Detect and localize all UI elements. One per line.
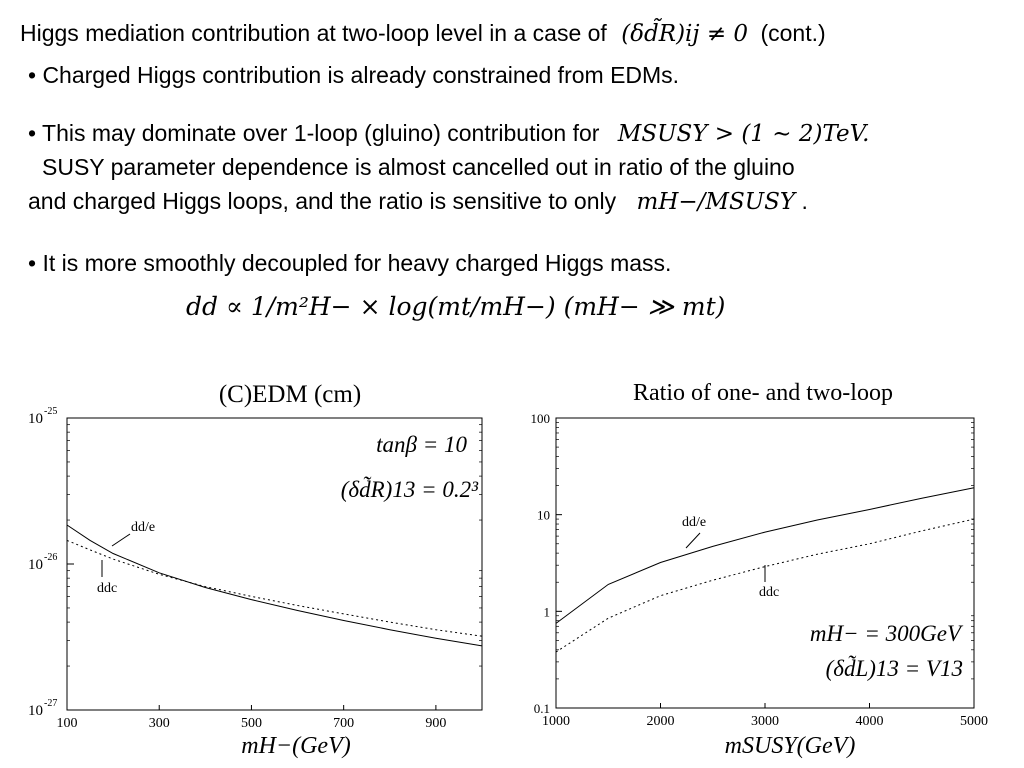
bullet-dominate-line2: SUSY parameter dependence is almost cancelled out in ratio of the gluino (42, 154, 795, 180)
y-tick-label: 10 (537, 507, 550, 523)
edm-label-dd-e: dd/e (131, 520, 156, 535)
x-tick-label: 900 (425, 716, 447, 731)
edm-annotation-tanbeta: tanβ = 10 (376, 432, 467, 457)
ratio-xlabel: mSUSY(GeV) (724, 733, 856, 759)
ratio-label-dd-e: dd/e (682, 515, 707, 530)
bullet-constrained: • Charged Higgs contribution is already constrained from EDMs. (28, 62, 680, 88)
ratio-label-ddc: ddc (759, 585, 780, 600)
edm-chart-title: (C)EDM (cm) (218, 381, 362, 408)
y-tick-exponent: -26 (44, 552, 58, 563)
slide-title (20, 19, 826, 48)
x-tick-label: 1000 (542, 714, 570, 729)
bullet-dominate-line3-text: and charged Higgs loops, and the ratio is sensitive to only (28, 188, 617, 214)
edm-arrow-dd-e (112, 534, 130, 546)
bullet-dominate (28, 119, 870, 148)
series-line-ddc (67, 540, 482, 636)
period: . (801, 188, 808, 214)
bullet-dominate-text: • This may dominate over 1-loop (gluino) contribution for (28, 120, 600, 146)
y-tick-label: 10 (28, 557, 43, 573)
edm-xlabel: mH−(GeV) (241, 733, 351, 759)
ratio-chart (505, 370, 1024, 768)
x-tick-label: 5000 (960, 714, 988, 729)
bullet-decoupled: • It is more smoothly decoupled for heavy charged Higgs mass. (28, 250, 672, 276)
y-tick-label: 100 (530, 411, 550, 426)
x-tick-label: 3000 (751, 714, 779, 729)
mass-ratio: mH−/MSUSY (636, 189, 796, 215)
x-tick-label: 300 (148, 716, 170, 731)
title-suffix: (cont.) (760, 20, 826, 46)
ratio-annotation-mh: mH− = 300GeV (809, 621, 961, 646)
x-tick-label: 500 (240, 716, 262, 731)
edm-label-ddc: ddc (97, 581, 118, 596)
ratio-arrow-dd-e (686, 533, 700, 548)
series-line-dd-e (556, 488, 974, 624)
x-tick-label: 2000 (646, 714, 675, 729)
title-prefix: Higgs mediation contribution at two-loop level in a case of (20, 20, 607, 46)
edm-annotation-delta: (δd̃R)13 = 0.2³ (340, 477, 478, 502)
ratio-annotation-delta: (δd̃L)13 = V13 (825, 656, 963, 681)
y-tick-label: 1 (543, 604, 550, 620)
series-line-dd-e (67, 525, 482, 646)
y-tick-exponent: -27 (44, 698, 58, 709)
y-tick-label: 10 (28, 703, 43, 719)
x-tick-label: 100 (56, 716, 78, 731)
y-tick-label: 10 (28, 411, 43, 427)
y-tick-label: 0.1 (533, 701, 550, 716)
decoupling-formula: dd ∝ 1/m²H− × log(mt/mH−) (mH− ≫ mt) (186, 292, 726, 321)
bullet-dominate-line3 (28, 187, 808, 216)
x-tick-label: 700 (333, 716, 355, 731)
x-tick-label: 4000 (855, 714, 884, 729)
title-math: (δd̃R)ij ≠ 0 (621, 21, 749, 47)
edm-chart (0, 370, 505, 768)
y-tick-exponent: -25 (44, 406, 58, 417)
msusy-condition: MSUSY > (1 ∼ 2)TeV. (617, 121, 870, 147)
ratio-chart-title: Ratio of one- and two-loop (633, 380, 893, 406)
